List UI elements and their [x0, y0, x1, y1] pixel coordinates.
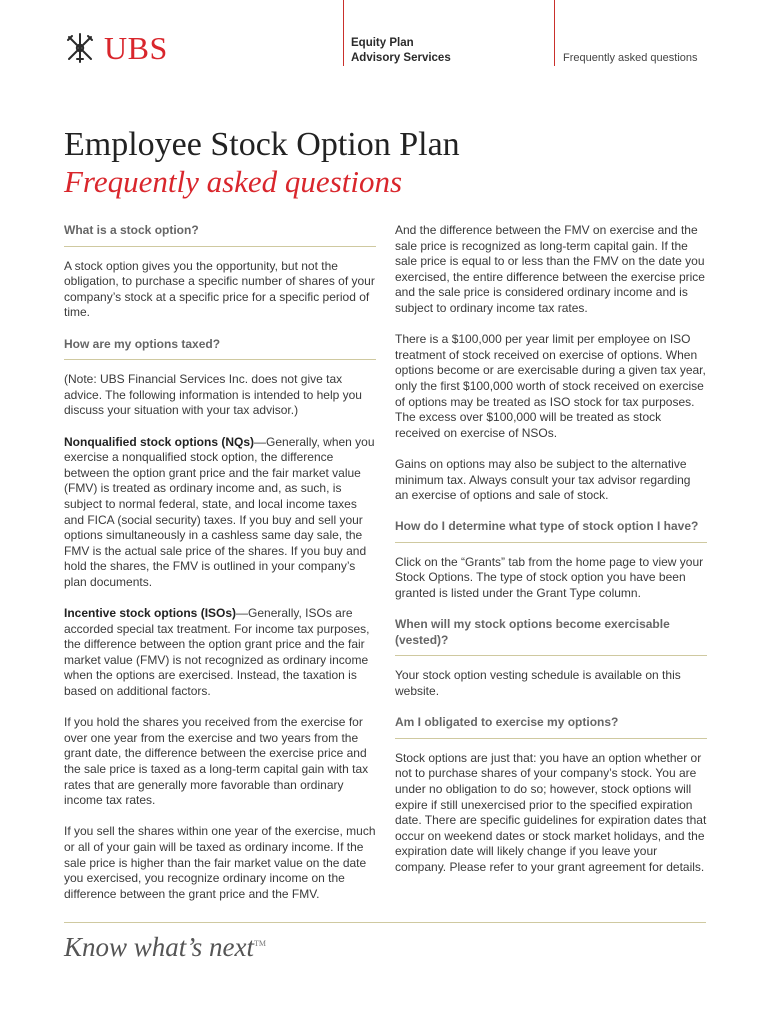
page-title: Employee Stock Option Plan — [64, 126, 460, 163]
answer-paragraph: A stock option gives you the opportunity, but not the obligation, to purchase a specific number of shares of your company’s stock at a specific price for a specific period of time. — [64, 258, 375, 320]
answer-paragraph: Stock options are just that: you have an option whether or not to purchase shares of your company’s stock. You are under no obligation to do so; however, stock options will expire if still unexercised prior to the specified expiration date. There are specific guidelines for expiration dates that occur on weekend dates or stock market holidays, and the expiration date will likely change if you leave your company. Please refer to your grant agreement for details. — [395, 750, 707, 874]
iso-limit-paragraph: There is a $100,000 per year limit per employee on ISO treatment of stock received on exercise of options. When options become or are exercisable during a given tax year, only the first $100,000 worth of stock received on exercise of options may be treated as ISO stock for tax purposes. The excess over $100,000 will be treated as stock received on exercise of NSOs. — [395, 332, 706, 440]
logo-text: UBS — [104, 30, 168, 66]
ubs-logo — [64, 32, 168, 64]
nq-paragraph — [64, 435, 376, 591]
sell-paragraph: If you sell the shares within one year of the exercise, much or all of your gain will be taxed as ordinary income. If the sale price is higher than the fair market value on the date you exercised, you recognize ordinary income on the difference between the grant price and the FMV. — [64, 824, 376, 901]
header-faq-label: Frequently asked questions — [563, 52, 698, 64]
iso-heading: Incentive stock options (ISOs) — [64, 606, 237, 621]
answer-paragraph: Click on the “Grants” tab from the home page to view your Stock Options. The type of stock option you have been granted is listed under the Grant Type column. — [395, 554, 704, 601]
section-rule — [395, 738, 707, 739]
nq-heading: Nonqualified stock options (NQs) — [64, 434, 255, 449]
hold-paragraph: If you hold the shares you received from the exercise for over one year from the exercise and two years from the grant date, the difference between the exercise price and the sale price is taxed as a long-term capital gain with tax rates that are generally more favorable than ordinary income tax rates. — [64, 715, 369, 808]
section-rule — [64, 246, 376, 247]
trademark: TM — [254, 939, 267, 948]
section-rule — [64, 359, 376, 360]
footer-rule — [64, 922, 706, 923]
question-heading: How do I determine what type of stock option I have? — [395, 519, 699, 534]
fmv-paragraph: And the difference between the FMV on exercise and the sale price is recognized as long-term capital gain. If the sale price is equal to or less than the FMV on the date you exercised, the entire difference between the exercise price and the sale price is considered ordinary income and is subject to ordinary income tax rates. — [395, 223, 705, 315]
division-line-2: Advisory Services — [351, 52, 451, 64]
left-column — [64, 223, 376, 918]
right-column — [395, 223, 707, 891]
iso-text: —Generally, ISOs are accorded special tax treatment. For income tax purposes, the difference between the option grant price and the fair market value (FMV) is not recognized as ordinary income when the options are exercised. Instead, the taxation is based on additional factors. — [64, 606, 370, 699]
question-heading: How are my options taxed? — [64, 336, 221, 351]
page-subtitle: Frequently asked questions — [64, 164, 403, 199]
division-name — [351, 36, 451, 66]
question-heading: Am I obligated to exercise my options? — [395, 715, 619, 730]
tagline — [64, 932, 266, 963]
keys-icon — [64, 32, 96, 64]
header-divider-1 — [343, 0, 344, 66]
section-rule — [395, 655, 707, 656]
division-line-1: Equity Plan — [351, 37, 414, 49]
answer-paragraph: Your stock option vesting schedule is available on this website. — [395, 668, 681, 699]
question-heading: When will my stock options become exercisable (vested)? — [395, 617, 670, 647]
tax-note: (Note: UBS Financial Services Inc. does not give tax advice. The following information is intended to help you discuss your situation with your tax advisor.) — [64, 372, 362, 418]
tagline-text: Know what’s next — [64, 932, 255, 962]
amt-paragraph: Gains on options may also be subject to the alternative minimum tax. Always consult your tax advisor regarding an exercise of options and sale of stock. — [395, 456, 691, 503]
header-divider-2 — [554, 0, 555, 66]
section-rule — [395, 542, 707, 543]
nq-text: —Generally, when you exercise a nonqualified stock option, the difference between the option grant price and the fair market value (FMV) is treated as ordinary income and, as such, is subject to normal federal, state, and local income taxes and FICA (social security) taxes. If you buy and sell your options simultaneously in a cashless same day sale, the FMV is the actual sale price of the shares. If you buy and hold the shares, the FMV is outlined in your company’s plan documents. — [64, 434, 375, 589]
question-heading: What is a stock option? — [64, 223, 199, 237]
iso-paragraph — [64, 606, 376, 700]
